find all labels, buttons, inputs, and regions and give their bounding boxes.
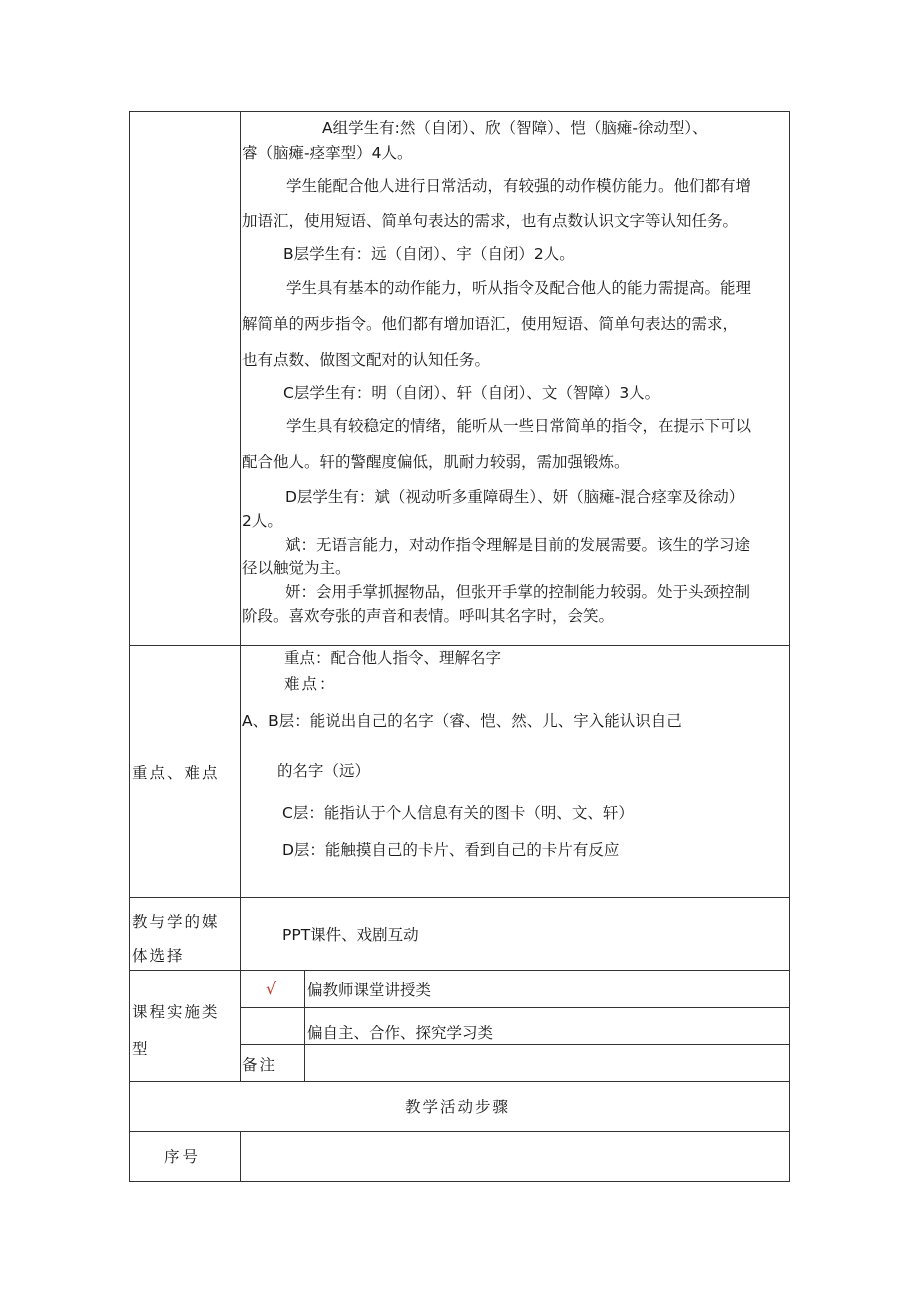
difficulty-d: D层：能触摸自己的卡片、看到自己的卡片有反应: [282, 841, 620, 859]
media-label-line1: 教与学的媒: [132, 913, 220, 931]
group-c-desc2: 配合他人。轩的警醒度偏低，肌耐力较弱，需加强锻炼。: [242, 453, 630, 471]
column-divider: [304, 970, 305, 1081]
media-label-line2: 体选择: [132, 947, 185, 965]
row-divider: [129, 645, 790, 646]
row-divider: [129, 970, 790, 971]
student-bin-line1: 斌：无语言能力，对动作指令理解是目前的发展需要。该生的学习途: [285, 536, 751, 554]
remark-label: 备注: [242, 1056, 278, 1074]
group-a-desc1: 学生能配合他人进行日常活动，有较强的动作模仿能力。他们都有增: [286, 177, 752, 195]
seq-label: 序号: [164, 1148, 202, 1166]
group-d-line1: D层学生有：斌（视动听多重障碍生）、妍（脑瘫-混合痉挛及徐动）: [285, 488, 745, 506]
group-c-desc1: 学生具有较稳定的情绪，能听从一些日常简单的指令，在提示下可以: [286, 417, 752, 435]
group-a-line1: A组学生有:然（自闭）、欣（智障）、恺（脑瘫-徐动型）、: [322, 119, 708, 137]
steps-title: 教学活动步骤: [405, 1098, 511, 1116]
group-c-line: C层学生有：明（自闭）、轩（自闭）、文（智障）3人。: [283, 384, 661, 402]
row-divider: [129, 897, 790, 898]
group-b-desc2: 解简单的两步指令。他们都有增加语汇，使用短语、简单句表达的需求，: [242, 315, 739, 333]
column-divider: [240, 1131, 241, 1182]
focus-label: 重点、难点: [132, 764, 220, 782]
student-yan-line2: 阶段。喜欢夸张的声音和表情。呼叫其名字时，会笑。: [242, 607, 615, 625]
difficulty-label: 难点：: [284, 675, 337, 693]
group-b-line: B层学生有：远（自闭）、宇（自闭）2人。: [283, 245, 575, 263]
media-value: PPT课件、戏剧互动: [282, 926, 419, 944]
student-bin-line2: 径以触觉为主。: [242, 559, 351, 577]
course-option-teacher-led: 偏教师课堂讲授类: [307, 981, 432, 999]
course-option-self-directed: 偏自主、合作、探究学习类: [307, 1024, 494, 1042]
key-point: 重点：配合他人指令、理解名字: [284, 649, 502, 667]
check-mark-icon: √: [266, 979, 277, 998]
difficulty-ab-line1: A、B层：能说出自己的名字（睿、恺、然、儿、宇入能认识自己: [242, 712, 682, 730]
group-a-line2: 睿（脑瘫-痉挛型）4人。: [242, 144, 413, 162]
group-d-line2: 2人。: [242, 512, 283, 530]
course-label-line2: 型: [132, 1040, 148, 1058]
student-yan-line1: 妍：会用手掌抓握物品，但张开手掌的控制能力较弱。处于头颈控制: [285, 583, 751, 601]
row-divider: [240, 1007, 790, 1008]
group-b-desc1: 学生具有基本的动作能力，听从指令及配合他人的能力需提高。能理: [286, 279, 752, 297]
row-divider: [129, 1131, 790, 1132]
course-label-line1: 课程实施类: [132, 1003, 220, 1021]
column-divider: [240, 111, 241, 1081]
row-divider: [240, 1044, 790, 1045]
group-b-desc3: 也有点数、做图文配对的认知任务。: [242, 351, 491, 369]
lesson-plan-table: [129, 111, 790, 1182]
difficulty-ab-line2: 的名字（远）: [277, 762, 371, 780]
group-a-desc2: 加语汇，使用短语、简单句表达的需求，也有点数认识文字等认知任务。: [242, 212, 739, 230]
difficulty-c: C层：能指认于个人信息有关的图卡（明、文、轩）: [282, 804, 634, 822]
row-divider: [129, 1081, 790, 1082]
